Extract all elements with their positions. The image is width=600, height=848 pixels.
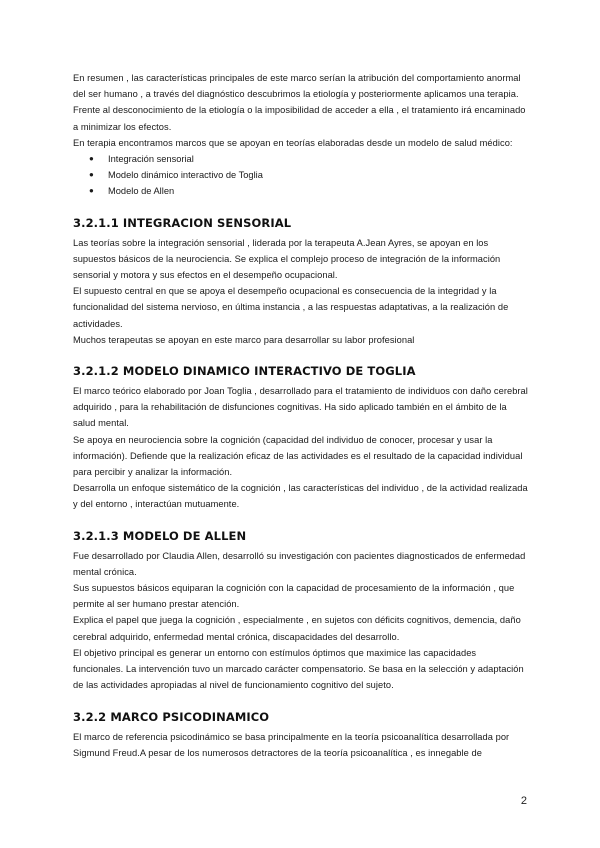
section2-paragraph-1: El marco teórico elaborado por Joan Toglia , desarrollado para el tratamiento de individuos con daño cerebral adquirido , para la rehabilitación de disfunciones cognitivas. Ha sido aplicado también en el ámbito de la salud mental.	[73, 386, 528, 429]
intro-paragraph-3: En terapia encontramos marcos que se apoyan en teorías elaboradas desde un modelo de salud médico:	[73, 137, 513, 148]
page-number: 2	[520, 795, 527, 807]
section-heading-integracion-sensorial: 3.2.1.1 INTEGRACION SENSORIAL	[73, 215, 292, 230]
section2-paragraph-3: Desarrolla un enfoque sistemático de la cognición , las características del individuo , de la actividad realizada y del entorno , interactúan mutuamente.	[73, 483, 528, 510]
section3-paragraph-3: Explica el papel que juega la cognición , especialmente , en sujetos con déficits cognitivos, demencia, daño cerebral adquirido, enfermedad mental crónica, discapacidades del desarrollo.	[73, 615, 521, 642]
section4-paragraph-1: El marco de referencia psicodinámico se basa principalmente en la teoría psicoanalítica desarrollada por Sigmund Freud.A pesar de los numerosos detractores de la teoría psicoanalítica , es innegable de	[73, 731, 510, 758]
section1-paragraph-2: El supuesto central en que se apoya el desempeño ocupacional es consecuencia de la integridad y la funcionalidad del sistema nervioso, en última instancia , a las respuestas adaptativas, a la realización de actividades.	[73, 286, 509, 329]
section3-paragraph-1: Fue desarrollado por Claudia Allen, desarrolló su investigación con pacientes diagnosticados de enfermedad mental crónica.	[73, 550, 526, 577]
section-heading-allen: 3.2.1.3 MODELO DE ALLEN	[73, 528, 247, 543]
section3-paragraph-2: Sus supuestos básicos equiparan la cognición con la capacidad de procesamiento de la información , que permite al ser humano prestar atención.	[73, 583, 515, 610]
document-page	[73, 70, 528, 761]
section1-paragraph-1: Las teorías sobre la integración sensorial , liderada por la terapeuta A.Jean Ayres, se apoyan en los supuestos básicos de la neurociencia. Se explica el complejo proceso de integración de la información sensorial y motora y sus efectos en el desempeño ocupacional.	[73, 237, 501, 281]
section-heading-toglia: 3.2.1.2 MODELO DINAMICO INTERACTIVO DE TOGLIA	[73, 364, 416, 379]
section3-paragraph-4: El objetivo principal es generar un entorno con estímulos óptimos que maximice las capacidades funcionales. La intervención tuvo un marcado carácter compensatorio. Se basa en la selección y adaptación de las actividades apropiadas al nivel de funcionamiento cognitivo del sujeto.	[73, 647, 524, 691]
list-item: ● Integración sensorial	[73, 151, 528, 167]
intro-paragraph-1: En resumen , las características principales de este marco serían la atribución del comportamiento anormal del ser humano , a través del diagnóstico descubrimos la etiología y posteriormente aplicamos una terapia.	[73, 73, 521, 100]
section-heading-psicodinamico: 3.2.2 MARCO PSICODINAMICO	[73, 709, 270, 724]
section2-paragraph-2: Se apoya en neurociencia sobre la cognición (capacidad del individuo de conocer, procesar y usar la información). Defiende que la realización eficaz de las actividades es el resultado de la capacidad individual para percibir y analizar la información.	[73, 434, 523, 478]
intro-paragraph-2: Frente al desconocimiento de la etiología o la imposibilidad de acceder a ella , el tratamiento irá encaminado a minimizar los efectos.	[73, 105, 526, 132]
section1-paragraph-3: Muchos terapeutas se apoyan en este marco para desarrollar su labor profesional	[73, 334, 415, 345]
list-item: ● Modelo de Allen	[73, 183, 528, 199]
list-item: ● Modelo dinámico interactivo de Toglia	[73, 167, 528, 183]
frameworks-list	[73, 151, 528, 200]
